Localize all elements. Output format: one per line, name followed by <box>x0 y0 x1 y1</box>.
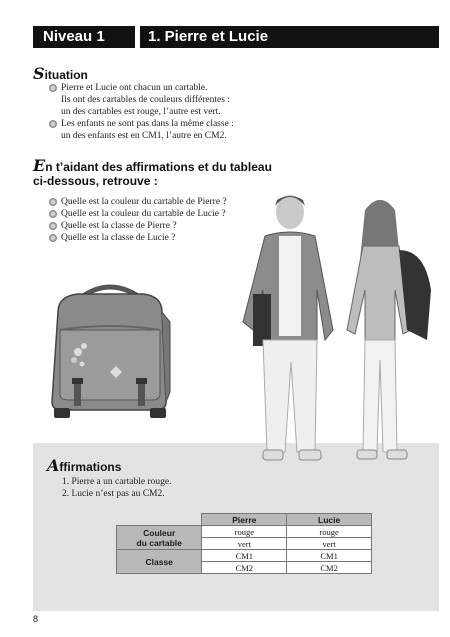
page-title: 1. Pierre et Lucie <box>140 26 439 48</box>
table-cell: CM1 <box>202 550 287 562</box>
backpack-photo <box>48 282 173 424</box>
task-initial: E <box>33 156 46 175</box>
table-cell: CM1 <box>287 550 372 562</box>
situation-text <box>47 82 307 142</box>
question-item: Quelle est la classe de Lucie ? <box>47 232 247 244</box>
bullet-icon <box>49 120 57 128</box>
bullet-icon <box>49 234 57 242</box>
row-header-couleur: Couleur du cartable <box>117 526 202 550</box>
bullet-icon <box>49 198 57 206</box>
affirmations-heading: Affirmations <box>47 456 122 475</box>
bullet-icon <box>49 222 57 230</box>
table-cell: CM2 <box>202 562 287 574</box>
table-corner <box>117 514 202 526</box>
bullet-icon <box>49 210 57 218</box>
situation-heading-text: ituation <box>44 68 88 82</box>
page-number: 8 <box>33 614 39 624</box>
situation-item: Pierre et Lucie ont chacun un cartable. Ils ont des cartables de couleurs différentes : un des cartables est rouge, l’autre est vert. <box>47 82 307 118</box>
row-header-classe: Classe <box>117 550 202 574</box>
situation-initial: S <box>33 64 45 83</box>
table-cell: vert <box>287 538 372 550</box>
children-photo <box>235 190 440 472</box>
task-heading: En t’aidant des affirmations et du tableau ci-dessous, retrouve : <box>33 156 272 188</box>
question-item: Quelle est la couleur du cartable de Pierre ? <box>47 196 247 208</box>
col-header-lucie: Lucie <box>287 514 372 526</box>
table-cell: rouge <box>287 526 372 538</box>
situation-heading <box>33 64 88 83</box>
logic-table <box>116 513 372 574</box>
affirmations-initial: A <box>47 456 60 475</box>
affirmation-item: 1. Pierre a un cartable rouge. <box>62 477 172 487</box>
table-cell: vert <box>202 538 287 550</box>
table-cell: CM2 <box>287 562 372 574</box>
situation-item: Les enfants ne sont pas dans la même classe : un des enfants est en CM1, l’autre en CM2. <box>47 118 307 142</box>
col-header-pierre: Pierre <box>202 514 287 526</box>
question-item: Quelle est la couleur du cartable de Lucie ? <box>47 208 247 220</box>
affirmations-list <box>62 476 262 500</box>
table-cell: rouge <box>202 526 287 538</box>
bullet-icon <box>49 84 57 92</box>
level-label: Niveau 1 <box>33 26 135 48</box>
question-item: Quelle est la classe de Pierre ? <box>47 220 247 232</box>
affirmation-item: 2. Lucie n’est pas au CM2. <box>62 489 165 499</box>
questions-list <box>47 196 247 244</box>
